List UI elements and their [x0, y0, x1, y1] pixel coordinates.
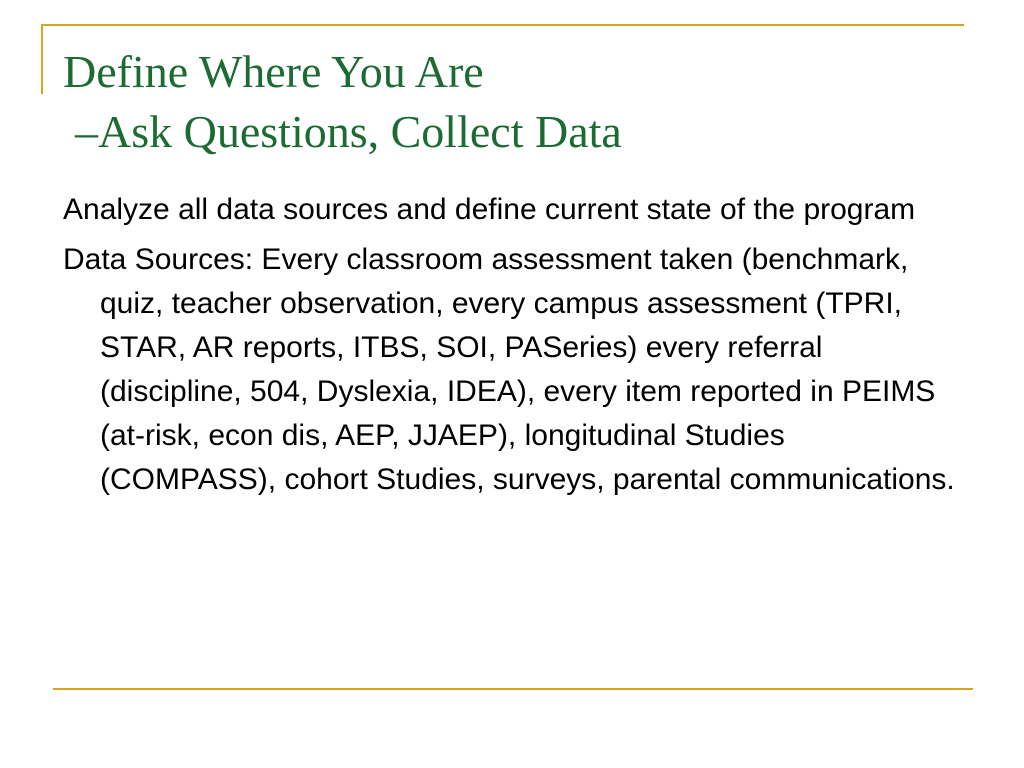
title-line-2: –Ask Questions, Collect Data — [75, 106, 622, 157]
body-paragraph-data-sources: Data Sources: Every classroom assessment taken (benchmark, quiz, teacher observation, every campus assessment (TPRI, STAR, AR reports, ITBS, SOI, PASeries) every referral (discipline, 504, Dyslexia, IDEA), every item reported in PEIMS (at-risk, econ dis, AEP, JJAEP), longitudinal Studies (COMPASS), cohort Studies, surveys, parental communications. — [63, 243, 955, 496]
title-line-1: Define Where You Are — [63, 46, 484, 97]
left-accent-rule — [41, 24, 43, 94]
slide-title — [63, 42, 963, 162]
top-accent-rule — [41, 24, 964, 26]
slide-body — [63, 188, 963, 508]
body-paragraph-analyze: Analyze all data sources and define current state of the program — [63, 193, 916, 226]
bottom-accent-rule — [53, 688, 973, 690]
